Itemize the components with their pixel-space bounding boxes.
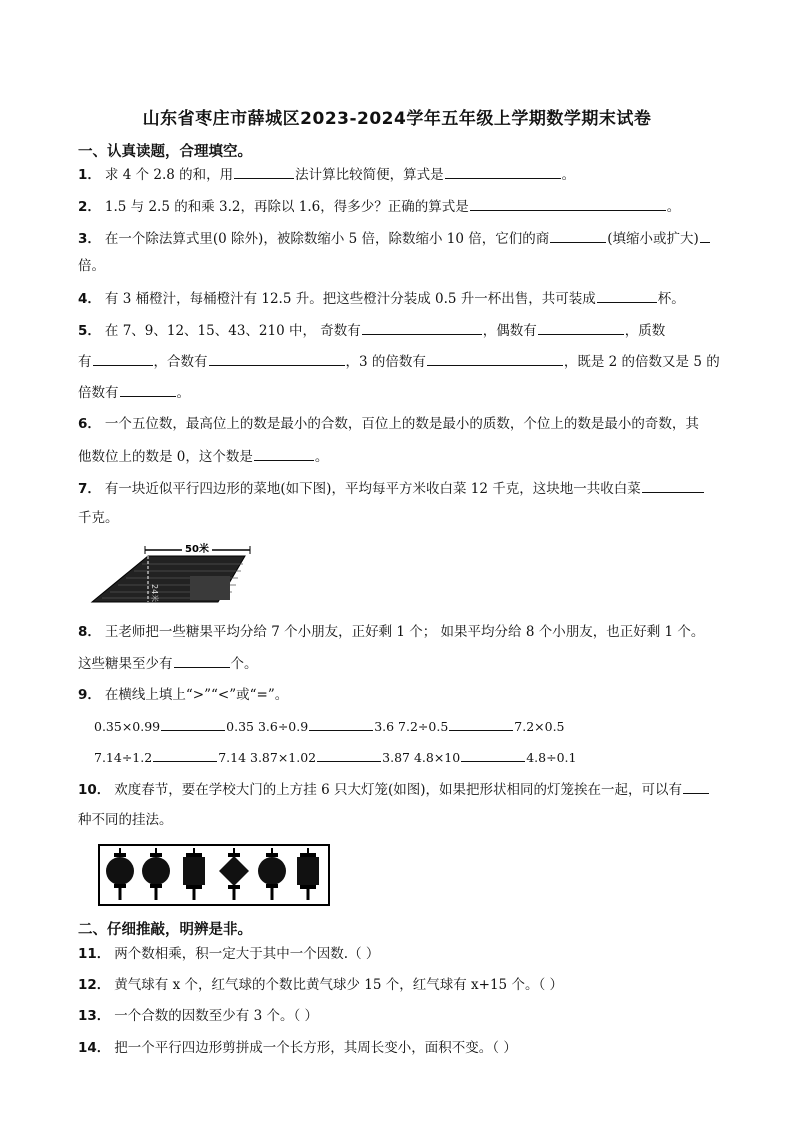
- comparison-row-1: 0.35×0.99 0.35 3.6÷0.9 3.6 7.2÷0.5 7.2×0.5: [94, 716, 565, 737]
- answer-blank[interactable]: [174, 653, 230, 668]
- lanterns-figure: [98, 842, 330, 908]
- question-3-cont: 倍。: [78, 258, 105, 274]
- question-5: 5． 在 7、9、12、15、43、210 中， 奇数有 ，偶数有 ，质数: [78, 320, 665, 341]
- answer-blank[interactable]: [120, 382, 176, 397]
- answer-blank[interactable]: [470, 196, 666, 211]
- section-heading-1: 一、认真读题，合理填空。: [78, 144, 252, 160]
- question-5-cont2: 倍数有 。: [78, 382, 190, 403]
- question-2: 2． 1.5 与 2.5 的和乘 3.2，再除以 1.6，得多少？正确的算式是 。: [78, 196, 680, 217]
- question-4: 4． 有 3 桶橙汁，每桶橙汁有 12.5 升。把这些橙汁分装成 0.5 升一杯出售，共可装成 杯。: [78, 288, 685, 309]
- question-7-cont: 千克。: [78, 510, 119, 526]
- answer-blank[interactable]: [317, 747, 381, 762]
- answer-blank[interactable]: [254, 446, 314, 461]
- question-11: 11． 两个数相乘，积一定大于其中一个因数.（ ）: [78, 946, 380, 962]
- answer-blank[interactable]: [427, 351, 563, 366]
- answer-blank[interactable]: [642, 478, 704, 493]
- answer-blank[interactable]: [449, 716, 513, 731]
- question-5-cont: 有 ，合数有 ，3 的倍数有 ，既是 2 的倍数又是 5 的: [78, 351, 720, 372]
- question-6: 6． 一个五位数，最高位上的数是最小的合数，百位上的数是最小的质数，个位上的数是最小的奇数，其: [78, 416, 699, 432]
- answer-blank[interactable]: [161, 716, 225, 731]
- question-14: 14． 把一个平行四边形剪拼成一个长方形，其周长变小，面积不变。（ ）: [78, 1040, 517, 1056]
- answer-blank[interactable]: [209, 351, 345, 366]
- vegetable-field-figure: [90, 538, 260, 608]
- answer-blank[interactable]: [445, 164, 561, 179]
- answer-blank[interactable]: [597, 288, 657, 303]
- question-9: 9． 在横线上填上“>”“<”或“=”。: [78, 687, 289, 703]
- answer-blank[interactable]: [683, 779, 709, 794]
- page-title: 山东省枣庄市薛城区2023-2024学年五年级上学期数学期末试卷: [142, 109, 652, 129]
- answer-blank[interactable]: [234, 164, 294, 179]
- answer-blank[interactable]: [700, 228, 710, 243]
- question-1: 1． 求 4 个 2.8 的和，用 法计算比较简便，算式是 。: [78, 164, 575, 185]
- question-6-cont: 他数位上的数是 0，这个数是 。: [78, 446, 328, 467]
- answer-blank[interactable]: [93, 351, 153, 366]
- question-12: 12． 黄气球有 x 个，红气球的个数比黄气球少 15 个，红气球有 x+15 个。（ ）: [78, 977, 563, 993]
- answer-blank[interactable]: [153, 747, 217, 762]
- comparison-row-2: 7.14÷1.2 7.14 3.87×1.02 3.87 4.8×10 4.8÷0.1: [94, 747, 576, 768]
- section-heading-2: 二、仔细推敲，明辨是非。: [78, 922, 252, 938]
- question-3: 3． 在一个除法算式里(0 除外)，被除数缩小 5 倍，除数缩小 10 倍，它们的商 (填缩小或扩大): [78, 228, 711, 249]
- question-10: 10． 欢度春节，要在学校大门的上方挂 6 只大灯笼(如图)，如果把形状相同的灯笼挨在一起，可以有: [78, 779, 710, 800]
- question-8-cont: 这些糖果至少有 个。: [78, 653, 258, 674]
- answer-blank[interactable]: [550, 228, 606, 243]
- question-number: 1．: [78, 167, 101, 183]
- answer-blank[interactable]: [309, 716, 373, 731]
- figure-width-label: 50米: [185, 544, 209, 555]
- question-8: 8． 王老师把一些糖果平均分给 7 个小朋友，正好剩 1 个； 如果平均分给 8 个小朋友，也正好剩 1 个。: [78, 624, 705, 640]
- answer-blank[interactable]: [538, 320, 624, 335]
- question-13: 13． 一个合数的因数至少有 3 个。（ ）: [78, 1008, 319, 1024]
- answer-blank[interactable]: [461, 747, 525, 762]
- answer-blank[interactable]: [362, 320, 482, 335]
- figure-height-label: 24米: [150, 584, 159, 603]
- question-7: 7． 有一块近似平行四边形的菜地(如下图)，平均每平方米收白菜 12 千克，这块地一共收白菜: [78, 478, 705, 499]
- question-10-cont: 种不同的挂法。: [78, 812, 173, 828]
